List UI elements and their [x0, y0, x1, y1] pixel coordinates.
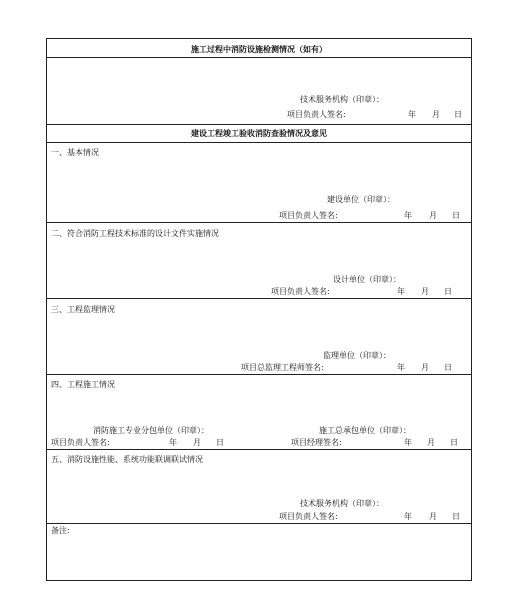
- project-leader-signature: 项目负责人签名:: [51, 438, 110, 447]
- fire-subcontractor-seal: 消防施工专业分包单位（印章）：: [93, 426, 209, 435]
- project-leader-signature: 项目负责人签名:: [287, 110, 346, 119]
- tech-service-org-seal: 技术服务机构（印章）：: [300, 95, 384, 104]
- date-year: 年: [408, 110, 416, 119]
- date-month: 月: [421, 363, 429, 372]
- section-header-acceptance: [47, 124, 471, 142]
- section-basic-info: [47, 142, 471, 222]
- date-day-left: 日: [216, 438, 224, 447]
- date-day: 日: [444, 363, 452, 372]
- date-month: 月: [421, 287, 429, 296]
- section-title: 二、符合消防工程技术标准的设计文件实施情况: [51, 229, 219, 238]
- date-day: 日: [452, 512, 460, 521]
- section-title: 五、消防设施性能、系统功能联调联试情况: [51, 455, 203, 464]
- supervision-unit-seal: 监理单位（印章）：: [323, 351, 391, 360]
- date-month-left: 月: [193, 438, 201, 447]
- section-title: 四、工程施工情况: [51, 380, 115, 389]
- date-year-left: 年: [169, 438, 177, 447]
- section-system-commissioning: [47, 449, 471, 523]
- date-month: 月: [429, 211, 437, 220]
- header-acceptance-opinion: 建设工程竣工验收消防查验情况及意见: [191, 129, 327, 138]
- date-day-right: 日: [450, 438, 458, 447]
- chief-supervisor-signature: 项目总监理工程师签名:: [241, 363, 324, 372]
- section-construction: [47, 374, 471, 449]
- general-contractor-seal: 施工总承包单位（印章）：: [319, 426, 411, 435]
- date-day: 日: [452, 211, 460, 220]
- section-title: 三、工程监理情况: [51, 305, 115, 314]
- construction-unit-seal: 建设单位（印章）：: [327, 195, 395, 204]
- date-year: 年: [404, 211, 412, 220]
- date-year-right: 年: [404, 438, 412, 447]
- tech-service-org-seal: 技术服务机构（印章）：: [300, 499, 384, 508]
- date-month-right: 月: [427, 438, 435, 447]
- remarks-label: 备注:: [51, 526, 70, 535]
- date-month: 月: [432, 110, 440, 119]
- date-year: 年: [404, 512, 412, 521]
- date-year: 年: [397, 363, 405, 372]
- project-manager-signature: 项目经理签名:: [291, 438, 342, 447]
- project-leader-signature: 项目负责人签名:: [271, 287, 330, 296]
- design-unit-seal: 设计单位（印章）：: [333, 275, 401, 284]
- section-remarks: [47, 523, 471, 580]
- acceptance-form: [46, 38, 472, 581]
- date-year: 年: [397, 287, 405, 296]
- section-supervision: [47, 298, 471, 374]
- date-day: 日: [444, 287, 452, 296]
- header-inspection-during-construction: 施工过程中消防设施检测情况（如有）: [191, 45, 327, 54]
- section-design-implementation: [47, 222, 471, 298]
- project-leader-signature: 项目负责人签名:: [279, 512, 338, 521]
- project-leader-signature: 项目负责人签名:: [279, 211, 338, 220]
- section-title: 一、基本情况: [51, 148, 99, 157]
- date-month: 月: [429, 512, 437, 521]
- date-day: 日: [454, 110, 462, 119]
- section-inspection: [47, 57, 471, 124]
